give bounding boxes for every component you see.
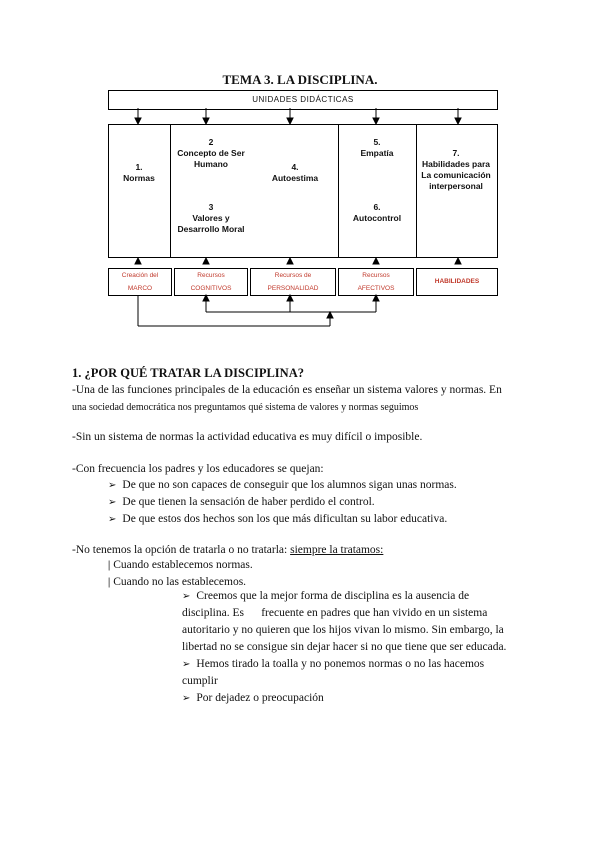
complaint-list — [108, 477, 457, 528]
paragraph-2: -Sin un sistema de normas la actividad educativa es muy difícil o imposible. — [72, 431, 423, 443]
arrow-bullet-icon: ➢ — [108, 497, 117, 508]
list-item: ➢ De que no son capaces de conseguir que los alumnos sigan unas normas. — [108, 479, 457, 491]
unit-7: 7. Habilidades para La comunicación interpersonal — [421, 148, 491, 191]
unit-6: 6. Autocontrol — [352, 202, 402, 223]
unit-4: 4. Autoestima — [271, 162, 319, 183]
unit-column-1 — [108, 124, 171, 258]
list-item: | Cuando establecemos normas. — [108, 559, 253, 571]
paragraph-1: -Una de las funciones principales de la educación es enseñar un sistema valores y normas. En una sociedad democrática nos preguntamos qué sistema de valores y normas seguimos — [72, 384, 502, 413]
arrow-bullet-icon: ➢ — [108, 514, 117, 525]
bar-bullet-icon: | — [108, 560, 111, 571]
arrow-bullet-icon: ➢ — [182, 659, 191, 670]
section-heading: 1. ¿POR QUÉ TRATAR LA DISCIPLINA? — [72, 366, 304, 380]
paragraph-4: -No tenemos la opción de tratarla o no tratarla: siempre la tratamos: — [72, 544, 384, 556]
bar-bullet-icon: | — [108, 577, 111, 588]
list-item: ➢ De que tienen la sensación de haber perdido el control. — [108, 496, 375, 508]
diagram-header: UNIDADES DIDÁCTICAS — [108, 90, 498, 110]
option-list — [108, 557, 253, 591]
resource-marco: Creación del MARCO — [108, 268, 172, 296]
list-item: ➢ Hemos tirado la toalla y no ponemos normas o no las hacemos cumplir — [182, 658, 485, 687]
arrow-bullet-icon: ➢ — [108, 480, 117, 491]
unit-2: 2 Concepto de Ser Humano — [177, 137, 245, 169]
unit-1: 1. Normas — [123, 162, 155, 183]
list-item: ➢ De que estos dos hechos son los que más dificultan su labor educativa. — [108, 513, 448, 525]
unit-5: 5. Empatía — [360, 137, 394, 158]
resource-habilidades: HABILIDADES — [416, 268, 498, 296]
arrow-bullet-icon: ➢ — [182, 591, 191, 602]
unit-3: 3 Valores y Desarrollo Moral — [177, 202, 245, 234]
resource-afectivos: Recursos AFECTIVOS — [338, 268, 414, 296]
arrow-bullet-icon: ➢ — [182, 693, 191, 704]
reason-list — [182, 588, 542, 707]
list-item: | Cuando no las establecemos. — [108, 576, 247, 588]
page-title: TEMA 3. LA DISCIPLINA. — [222, 72, 378, 87]
list-item: ➢ Por dejadez o preocupación — [182, 692, 324, 704]
resource-personalidad: Recursos de PERSONALIDAD — [250, 268, 336, 296]
resource-cognitivos: Recursos COGNITIVOS — [174, 268, 248, 296]
paragraph-3: -Con frecuencia los padres y los educadores se quejan: — [72, 463, 324, 475]
list-item: ➢ Creemos que la mejor forma de disciplina es la ausencia de disciplina. Es frecuente en padres que han vivido en un sistema autoritario y no quieren que los hijos vivan lo mismo. Sin embargo, la libertad no se consigue sin dejar hacer si no que tiene que ser educada. — [182, 590, 507, 653]
